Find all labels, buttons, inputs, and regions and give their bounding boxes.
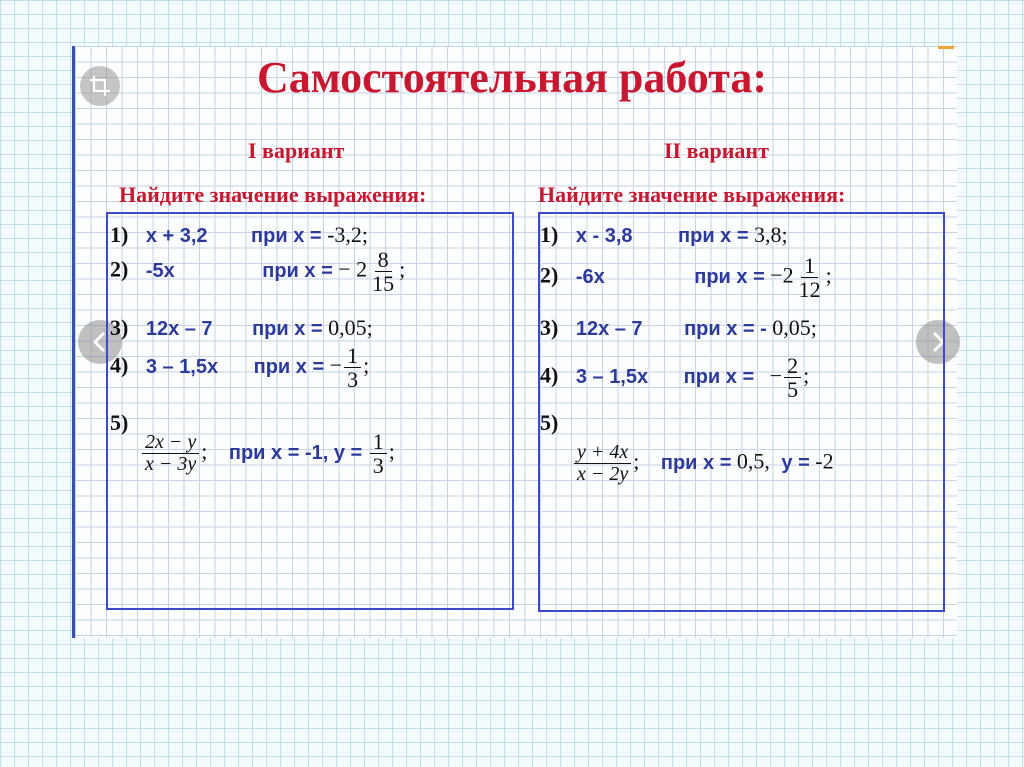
variant-2-task: Найдите значение выражения: <box>538 182 846 207</box>
variant-1-heading: I вариант <box>248 138 345 163</box>
exercise-condition: при x = -1, y = <box>228 441 363 464</box>
exercise-condition: при x = <box>683 365 755 388</box>
exercise-value-fraction: $\frac{1}{12}$ <box>798 253 821 303</box>
exercise-number: 3) <box>110 315 129 340</box>
exercise-row: 4) 3 – 1,5x при x = − $\frac{1}{3}$ ; <box>110 343 370 393</box>
exercise-row <box>540 222 788 248</box>
exercise-row: 4) 3 – 1,5x при x = − $\frac{2}{5}$ ; <box>540 353 810 403</box>
exercise-value: 0,05; <box>328 315 373 340</box>
exercise-value-fraction: $\frac{1}{3}$ <box>344 344 361 391</box>
exercise-expression: -6x <box>575 265 605 288</box>
exercise-expression: x - 3,8 <box>575 225 633 247</box>
exercise-row: 2) -5x при x = − 2 $\frac{8}{15}$ ; <box>110 247 406 297</box>
exercise-value-prefix: − <box>769 362 783 388</box>
variant-2-heading: II вариант <box>664 138 769 163</box>
exercise-row: $\frac{2x - y}{x - 3y}$ ; при x = -1, y = $\frac{1}{3}$ ; <box>140 430 395 477</box>
exercise-number-row <box>540 410 558 436</box>
exercise-condition: при x = <box>251 225 322 247</box>
exercise-number: 4) <box>540 362 559 388</box>
exercise-expression: 3 – 1,5x <box>145 355 219 378</box>
exercise-number: 2) <box>110 256 129 282</box>
exercise-expression: 12x – 7 <box>575 318 643 340</box>
exercise-condition: при x = <box>252 318 323 340</box>
exercise-condition: при x = <box>262 259 333 282</box>
exercise-value: 3,8; <box>754 222 788 247</box>
exercise-value: 0,5, <box>736 448 770 474</box>
exercise-condition: при x = <box>660 451 732 474</box>
exercise-number-row <box>110 410 128 436</box>
exercise-number: 5) <box>110 410 129 435</box>
variant-1-task: Найдите значение выражения: <box>119 182 427 207</box>
exercise-expression: 3 – 1,5x <box>575 365 649 388</box>
exercise-number: 3) <box>540 315 559 340</box>
page-title: Самостоятельная работа: <box>256 53 768 102</box>
exercise-value-y: -2 <box>815 448 834 474</box>
exercise-value-prefix: − <box>329 352 343 378</box>
exercise-value-prefix: − 2 <box>338 256 368 282</box>
exercise-number: 4) <box>110 352 129 378</box>
exercise-value-fraction: $\frac{2}{5}$ <box>784 354 801 401</box>
exercise-value: -3,2; <box>327 222 369 247</box>
exercise-row <box>110 315 373 341</box>
exercise-number: 1) <box>110 222 129 247</box>
exercise-number: 5) <box>540 410 559 435</box>
exercise-row <box>110 222 368 248</box>
exercise-row: 2) -6x при x = −2 $\frac{1}{12}$ ; <box>540 253 832 303</box>
exercise-condition: при x = - <box>684 318 767 340</box>
exercise-expression: 12x – 7 <box>145 318 213 340</box>
exercise-value: 0,05; <box>772 315 817 340</box>
exercise-row <box>540 315 817 341</box>
exercise-number: 2) <box>540 262 559 288</box>
exercise-expression: x + 3,2 <box>145 225 208 247</box>
exercise-value-fraction: $\frac{1}{3}$ <box>370 430 387 477</box>
exercise-row: $\frac{y + 4x}{x - 2y}$ ; при x = 0,5, y = -2 <box>572 442 834 485</box>
exercise-value-fraction: $\frac{8}{15}$ <box>372 247 395 297</box>
exercise-condition: при x = <box>678 225 749 247</box>
exercise-expression: -5x <box>145 259 175 282</box>
exercise-expression-fraction: $\frac{2x - y}{x - 3y}$ <box>142 432 199 475</box>
exercise-expression-fraction: $\frac{y + 4x}{x - 2y}$ <box>574 442 631 485</box>
exercise-condition-y: y = <box>781 451 810 474</box>
exercise-condition: при x = <box>694 265 765 288</box>
exercise-condition: при x = <box>253 355 325 378</box>
corner-mark <box>938 38 954 46</box>
exercise-number: 1) <box>540 222 559 247</box>
exercise-value-prefix: −2 <box>770 262 794 288</box>
